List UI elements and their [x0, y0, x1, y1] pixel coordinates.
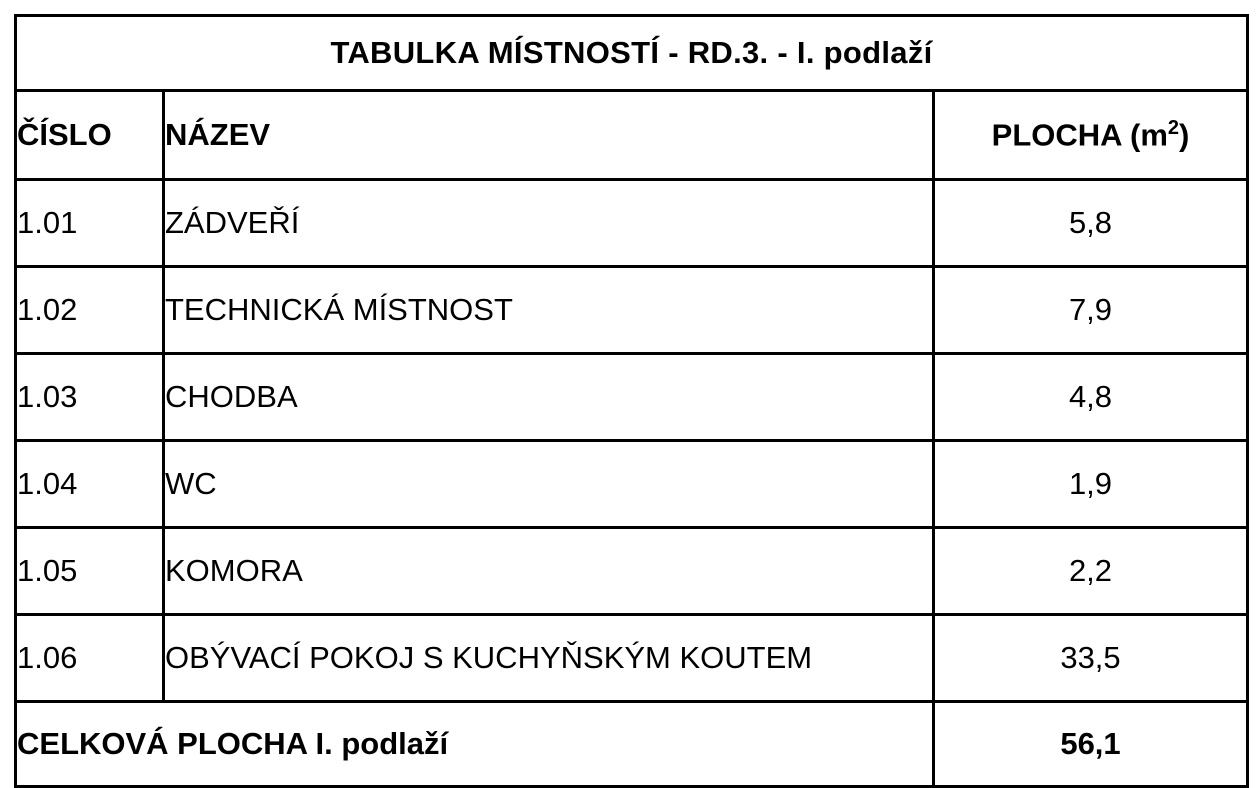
room-name: OBÝVACÍ POKOJ S KUCHYŇSKÝM KOUTEM: [164, 615, 934, 702]
room-name: ZÁDVEŘÍ: [164, 180, 934, 267]
table-title: TABULKA MÍSTNOSTÍ - RD.3. - I. podlaží: [16, 16, 1248, 91]
header-area-exponent: 2: [1167, 117, 1180, 140]
room-number: 1.01: [16, 180, 164, 267]
room-number: 1.03: [16, 354, 164, 441]
room-area: 1,9: [934, 441, 1248, 528]
table-row: [16, 528, 1248, 615]
room-area: 5,8: [934, 180, 1248, 267]
table-row: [16, 267, 1248, 354]
table-header-row: [16, 91, 1248, 180]
header-area-text: PLOCHA (m: [991, 117, 1168, 153]
room-area: 2,2: [934, 528, 1248, 615]
room-area: 4,8: [934, 354, 1248, 441]
room-area: 33,5: [934, 615, 1248, 702]
header-name: NÁZEV: [164, 91, 934, 180]
room-name: WC: [164, 441, 934, 528]
header-area: [934, 91, 1248, 180]
room-number: 1.06: [16, 615, 164, 702]
table-row: [16, 441, 1248, 528]
room-schedule-table: [14, 14, 1249, 788]
room-number: 1.04: [16, 441, 164, 528]
total-label: CELKOVÁ PLOCHA I. podlaží: [16, 702, 934, 787]
header-area-suffix: ): [1179, 117, 1190, 153]
room-name: KOMORA: [164, 528, 934, 615]
room-area: 7,9: [934, 267, 1248, 354]
table-row: [16, 180, 1248, 267]
room-name: TECHNICKÁ MÍSTNOST: [164, 267, 934, 354]
table-title-row: [16, 16, 1248, 91]
room-number: 1.02: [16, 267, 164, 354]
header-number: ČÍSLO: [16, 91, 164, 180]
total-value: 56,1: [934, 702, 1248, 787]
table-row: [16, 354, 1248, 441]
table-row: [16, 615, 1248, 702]
room-number: 1.05: [16, 528, 164, 615]
room-name: CHODBA: [164, 354, 934, 441]
table-total-row: [16, 702, 1248, 787]
